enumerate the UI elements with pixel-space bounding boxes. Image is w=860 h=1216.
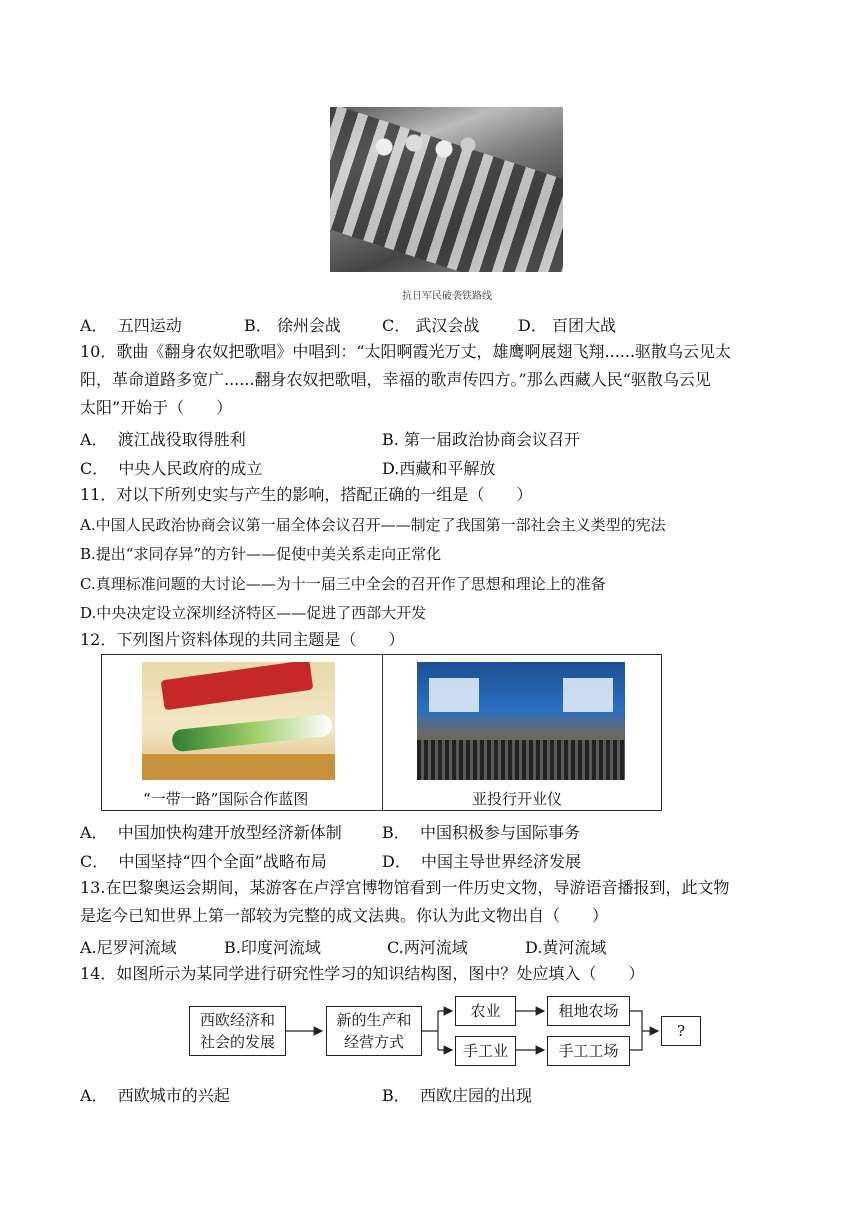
q10-stem-line2: 阳，革命道路多宽广......翻身农奴把歌唱，幸福的歌声传四方。”那么西藏人民“驱散乌云见	[80, 370, 711, 389]
caption-aiib: 亚投行开业仪	[472, 790, 563, 808]
box-question-mark[interactable]: ?	[661, 1016, 701, 1046]
caption-belt-and-road: “一带一路”国际合作蓝图	[143, 790, 309, 808]
q14-option-a[interactable]: A． 西欧城市的兴起	[80, 1086, 230, 1105]
box-workshop: 手工工场	[547, 1036, 630, 1066]
q13-option-a[interactable]: A.尼罗河流域	[80, 938, 177, 957]
q13-option-d[interactable]: D.黄河流域	[525, 938, 607, 957]
q10-stem-line1: 10．歌曲《翻身农奴把歌唱》中唱到：“太阳啊霞光万丈，雄鹰啊展翅飞翔......驱散乌云见太	[80, 342, 732, 361]
q12-option-b[interactable]: B． 中国积极参与国际事务	[382, 823, 580, 842]
q11-option-b[interactable]: B.提出“求同存异”的方针——促使中美关系走向正常化	[80, 545, 442, 563]
q12-option-c[interactable]: C． 中国坚持“四个全面”战略布局	[80, 852, 327, 871]
q12-stem: 12．下列图片资料体现的共同主题是（ ）	[80, 630, 405, 649]
q11-stem: 11．对以下所列史实与产生的影响，搭配正确的一组是（ ）	[80, 485, 533, 504]
box-western-europe-development: 西欧经济和 社会的发展	[189, 1006, 286, 1056]
q12-option-d[interactable]: D． 中国主导世界经济发展	[382, 852, 582, 871]
q9-option-d[interactable]: D． 百团大战	[518, 316, 616, 335]
box-new-production-methods: 新的生产和 经营方式	[326, 1006, 422, 1056]
box-leased-farm: 租地农场	[547, 996, 630, 1026]
q9-option-b[interactable]: B． 徐州会战	[244, 316, 341, 335]
q11-option-d[interactable]: D.中央决定设立深圳经济特区——促进了西部大开发	[80, 604, 427, 622]
photo-caption: 抗日军民破袭铁路线	[402, 291, 492, 302]
q10-option-a[interactable]: A． 渡江战役取得胜利	[80, 430, 246, 449]
q13-stem-line2: 是迄今已知世界上第一部较为完整的成文法典。你认为此文物出自（ ）	[80, 906, 609, 925]
q13-option-b[interactable]: B.印度河流域	[224, 938, 321, 957]
q10-option-b[interactable]: B. 第一届政治协商会议召开	[382, 430, 580, 449]
q12-option-a[interactable]: A． 中国加快构建开放型经济新体制	[80, 823, 342, 842]
q14-option-b[interactable]: B． 西欧庄园的出现	[382, 1086, 532, 1105]
q13-stem-line1: 13.在巴黎奥运会期间，某游客在卢浮宫博物馆看到一件历史文物，导游语音播报到，此文物	[80, 878, 730, 897]
q13-option-c[interactable]: C.两河流域	[387, 938, 468, 957]
q9-option-c[interactable]: C． 武汉会战	[382, 316, 480, 335]
q11-option-a[interactable]: A.中国人民政治协商会议第一届全体会议召开——制定了我国第一部社会主义类型的宪法	[80, 516, 666, 534]
q14-stem: 14．如图所示为某同学进行研究性学习的知识结构图，图中？处应填入（ ）	[80, 964, 645, 983]
q9-option-a[interactable]: A． 五四运动	[80, 316, 182, 335]
q10-option-d[interactable]: D.西藏和平解放	[382, 459, 496, 478]
q10-stem-line3: 太阳”开始于（ ）	[80, 398, 233, 417]
box-handicraft: 手工业	[455, 1036, 516, 1066]
q10-option-c[interactable]: C． 中央人民政府的成立	[80, 459, 263, 478]
q11-option-c[interactable]: C.真理标准问题的大讨论——为十一届三中全会的召开作了思想和理论上的准备	[80, 575, 606, 593]
box-agriculture: 农业	[455, 996, 516, 1026]
